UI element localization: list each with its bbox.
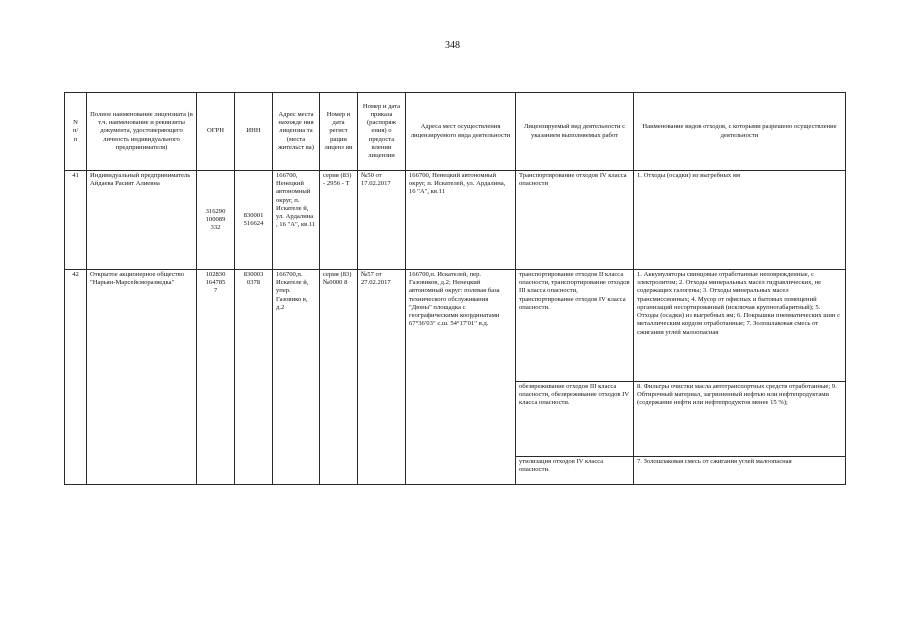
places-cell: 166700, Ненецкий автономный округ, п. Искателей, ул. Ардалина, 16 "А", кв.11 [406,171,516,270]
licensee-name: Открытое акционерное общество "Нарьян-Марсейсморазведка" [87,270,197,485]
order-cell: №57 от 27.02.2017 [358,270,406,485]
header-inn: ИНН [235,93,273,171]
inn-cell: 830001 516624 [235,171,273,270]
header-number: N п/ п [65,93,87,171]
licensee-name: Индивидуальный предприниматель Айдаева Расият Алиевна [87,171,197,270]
header-activity-type: Лицензируемый вид деятельности с указанием выполняемых работ [516,93,634,171]
header-licensee-name: Полное наименование лицензиата (в т.ч. наименование и реквизиты документа, удостоверяющего личность индивидуального предпринимателя) [87,93,197,171]
waste-cell: 7. Золошлаковая смесь от сжигания углей малоопасная [634,457,846,485]
row-number: 42 [65,270,87,485]
row-number: 41 [65,171,87,270]
waste-cell: 1. Аккумуляторы свинцовые отработанные неповрежденные, с электролитом; 2. Отходы минеральных масел гидравлических, не содержащих галогены; 3. Отходы минеральных масел трансмиссионных; 4. Мусор от офисных и бытовых помещений организаций несортированный (исключая крупногабаритный); 5. Отходы (осадки) из выгребных ям; 6. Покрышки пневматических шин с металлическим кордом отработанные; 7. Золошлаковая смесь от сжигания углей малоопасная [634,270,846,382]
table-row [65,270,846,382]
places-cell: 166700,п. Искателей, пер. Газовиков, д.2; Ненецкий автономный округ: полевая база технического обслуживания "Дюны" площадка с географическими координатами 67°36′03′′ с.ш. 54°17′01′′ в.д. [406,270,516,485]
activity-cell: транспортирование отходов II класса опасности, транспортирование отходов III класса опасности, транспортирование отходов IV класса опасности. [516,270,634,382]
order-cell: №50 от 17.02.2017 [358,171,406,270]
header-address: Адрес места нахожде ния лицензиа та (места жительст ва) [273,93,320,171]
header-order: Номер и дата приказа (распоряж ения) о предоста влении лицензии [358,93,406,171]
page-number: 348 [445,40,460,51]
waste-cell: 8. Фильтры очистки масла автотранспортных средств отработанные; 9. Обтирочный материал, загрязненный нефтью или нефтепродуктами (содержание нефти или нефтепродуктов менее 15 %); [634,382,846,457]
license-cell: серия (83) - 2956 - Т [320,171,358,270]
license-registry-table [64,92,846,485]
license-cell: серия (83) №0000 8 [320,270,358,485]
header-activity-places: Адреса мест осуществления лицензируемого вида деятельности [406,93,516,171]
activity-cell: обезвреживание отходов III класса опасности, обезвреживание отходов IV класса опасности. [516,382,634,457]
ogrn-cell: 316290 100089 332 [197,171,235,270]
table-row [65,171,846,270]
activity-cell: утилизация отходов IV класса опасности. [516,457,634,485]
activity-cell: Транспортирование отходов IV класса опасности [516,171,634,270]
header-ogrn: ОГРН [197,93,235,171]
inn-cell: 830003 0378 [235,270,273,485]
address-cell: 166700,п. Искателе й, упер. Газовико в, д.2 [273,270,320,485]
header-license-number: Номер и дата регист рации лиценз ии [320,93,358,171]
header-waste-types: Наименование видов отходов, с которыми разрешено осуществление деятельности [634,93,846,171]
table-header-row [65,93,846,171]
waste-cell: 1. Отходы (осадки) из выгребных ям [634,171,846,270]
ogrn-cell: 102830 164785 7 [197,270,235,485]
address-cell: 166700, Ненецкий автономный округ, п. Искателе й, ул. Ардалина , 16 "А", кв.11 [273,171,320,270]
